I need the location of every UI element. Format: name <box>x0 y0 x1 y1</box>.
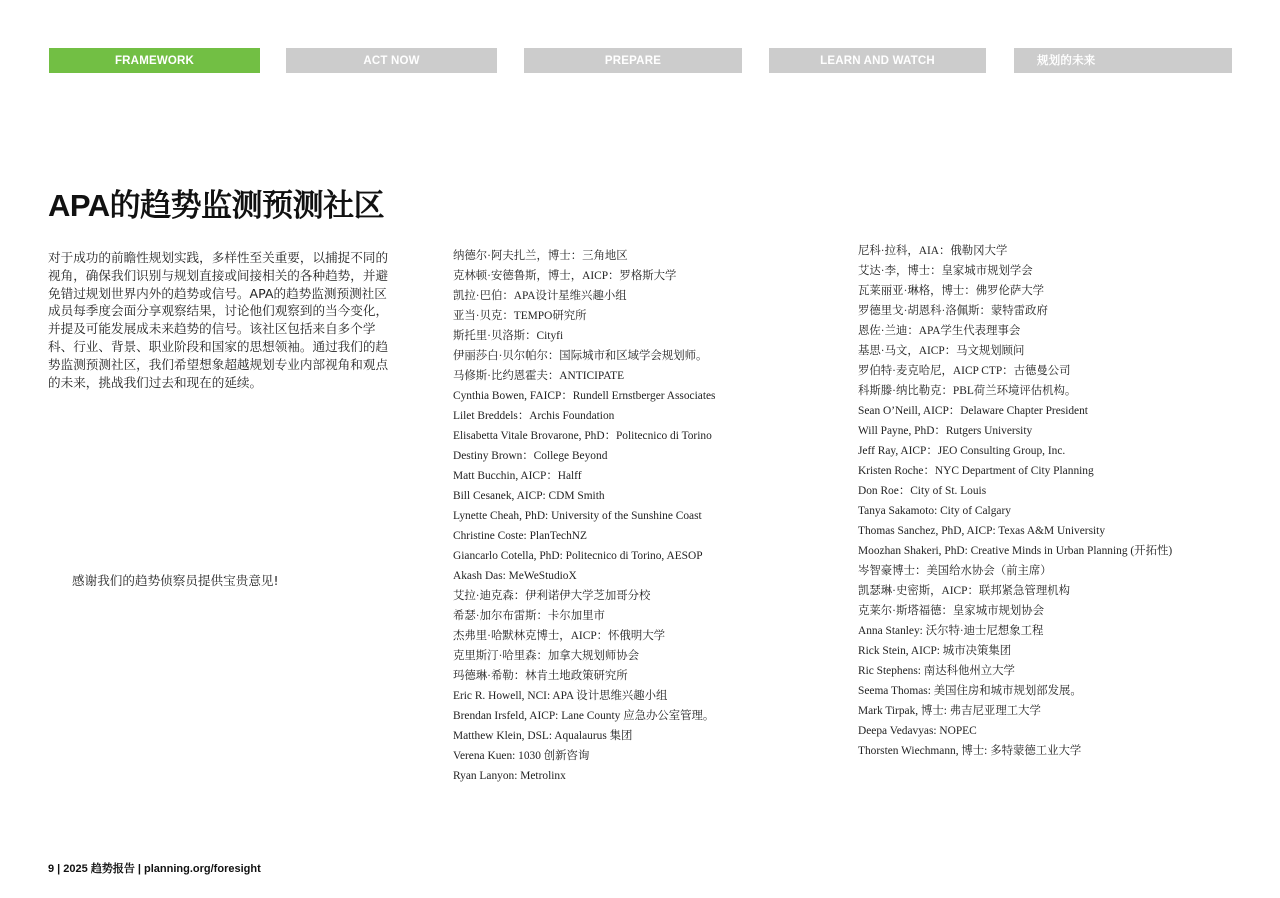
member-list-item: Cynthia Bowen, FAICP：Rundell Ernstberger Associates <box>453 390 716 402</box>
member-list-item: 基思·马文，AICP：马文规划顾问 <box>858 345 1025 357</box>
member-list-item: Verena Kuen: 1030 创新咨询 <box>453 750 590 762</box>
member-list-item: Mark Tirpak, 博士: 弗吉尼亚理工大学 <box>858 705 1041 717</box>
member-list-item: Tanya Sakamoto: City of Calgary <box>858 505 1011 517</box>
member-list-item: 瓦莱丽亚·琳格，博士：佛罗伦萨大学 <box>858 285 1045 297</box>
member-list-item: Don Roe：City of St. Louis <box>858 485 987 497</box>
tab-learn-and-watch[interactable]: LEARN AND WATCH <box>769 48 986 73</box>
member-list-item: Akash Das: MeWeStudioX <box>453 570 577 582</box>
member-list-item: Anna Stanley: 沃尔特·迪士尼想象工程 <box>858 625 1044 637</box>
member-list-item: 艾达·李，博士：皇家城市规划学会 <box>858 265 1033 277</box>
member-list-item: 克里斯汀·哈里森：加拿大规划师协会 <box>453 650 640 662</box>
tab-prepare[interactable]: PREPARE <box>524 48 742 73</box>
member-list-item: 凯瑟琳·史密斯，AICP：联邦紧急管理机构 <box>858 585 1070 597</box>
member-list-item: 纳德尔·阿夫扎兰，博士：三角地区 <box>453 250 628 262</box>
member-list-item: Ryan Lanyon: Metrolinx <box>453 770 566 782</box>
member-list-item: 玛德琳·希勒：林肯土地政策研究所 <box>453 670 628 682</box>
member-list-column-1 <box>453 249 763 789</box>
member-list-item: Matt Bucchin, AICP：Halff <box>453 470 582 482</box>
member-list-item: 亚当·贝克：TEMPO研究所 <box>453 310 587 322</box>
member-list-item: Matthew Klein, DSL: Aqualaurus 集团 <box>453 730 633 742</box>
thanks-note: 感谢我们的趋势侦察员提供宝贵意见! <box>72 573 279 588</box>
member-list-item: Giancarlo Cotella, PhD: Politecnico di Torino, AESOP <box>453 550 703 562</box>
member-list-item: Eric R. Howell, NCI: APA 设计思维兴趣小组 <box>453 690 668 702</box>
member-list-item: Elisabetta Vitale Brovarone, PhD：Politecnico di Torino <box>453 430 712 442</box>
member-list-item: 尼科·拉科，AIA：俄勒冈大学 <box>858 245 1008 257</box>
member-list-item: Thorsten Wiechmann, 博士: 多特蒙德工业大学 <box>858 745 1082 757</box>
member-list-item: 罗伯特·麦克哈尼，AICP CTP：古德曼公司 <box>858 365 1071 377</box>
member-list-item: 艾拉·迪克森：伊利诺伊大学芝加哥分校 <box>453 590 651 602</box>
member-list-item: Brendan Irsfeld, AICP: Lane County 应急办公室管理。 <box>453 710 715 722</box>
tab-framework[interactable]: FRAMEWORK <box>49 48 260 73</box>
member-list-item: Lilet Breddels：Archis Foundation <box>453 410 615 422</box>
member-list-item: 岑智豪博士：美国给水协会（前主席） <box>858 565 1052 577</box>
member-list-item: Destiny Brown：College Beyond <box>453 450 608 462</box>
member-list-item: 克莱尔·斯塔福德：皇家城市规划协会 <box>858 605 1045 617</box>
member-list-item: Will Payne, PhD：Rutgers University <box>858 425 1033 437</box>
member-list-item: Seema Thomas: 美国住房和城市规划部发展。 <box>858 685 1082 697</box>
member-list-item: 恩佐·兰迪：APA学生代表理事会 <box>858 325 1021 337</box>
member-list-item: Moozhan Shakeri, PhD: Creative Minds in Urban Planning (开拓性) <box>858 545 1173 557</box>
member-list-column-2 <box>858 244 1176 764</box>
member-list-item: 凯拉·巴伯：APA设计星维兴趣小组 <box>453 290 627 302</box>
intro-paragraph: 对于成功的前瞻性规划实践，多样性至关重要，以捕捉不同的视角，确保我们识别与规划直接或间接相关的各种趋势，并避免错过规划世界内外的趋势或信号。APA的趋势监测预测社区成员每季度会面分享观察结果，讨论他们观察到的当今变化，并提及可能发展成未来趋势的信号。该社区包括来自多个学科、行业、背景、职业阶段和国家的思想领袖。通过我们的趋势监测预测社区，我们希望想象超越规划专业内部视角和观点的未来，挑战我们过去和现在的延续。 <box>48 250 389 390</box>
member-list-item: Christine Coste: PlanTechNZ <box>453 530 587 542</box>
member-list-item: Deepa Vedavyas: NOPEC <box>858 725 977 737</box>
member-list-item: 斯托里·贝洛斯：Cityfi <box>453 330 564 342</box>
member-list-item: Jeff Ray, AICP：JEO Consulting Group, Inc. <box>858 445 1066 457</box>
tab-future-of-planning[interactable]: 规划的未来 <box>1014 48 1232 73</box>
member-list-item: Bill Cesanek, AICP: CDM Smith <box>453 490 605 502</box>
member-list-item: Thomas Sanchez, PhD, AICP: Texas A&M University <box>858 525 1106 537</box>
member-list-item: 马修斯·比约恩霍夫：ANTICIPATE <box>453 370 625 382</box>
member-list-item: 希瑟·加尔布雷斯：卡尔加里市 <box>453 610 605 622</box>
member-list-item: Lynette Cheah, PhD: University of the Sunshine Coast <box>453 510 702 522</box>
member-list-item: 罗德里戈·胡恩科·洛佩斯：蒙特雷政府 <box>858 305 1048 317</box>
member-list-item: 伊丽莎白·贝尔帕尔：国际城市和区域学会规划师。 <box>453 350 708 362</box>
page-title: APA的趋势监测预测社区 <box>48 188 385 223</box>
member-list-item: Kristen Roche：NYC Department of City Planning <box>858 465 1094 477</box>
section-tabs <box>0 48 1280 73</box>
page-footer: 9 | 2025 趋势报告 | planning.org/foresight <box>48 863 261 875</box>
tab-act-now[interactable]: ACT NOW <box>286 48 497 73</box>
member-list-item: Sean O’Neill, AICP：Delaware Chapter President <box>858 405 1088 417</box>
member-list-item: Ric Stephens: 南达科他州立大学 <box>858 665 1015 677</box>
member-list-item: 克林顿·安德鲁斯，博士，AICP：罗格斯大学 <box>453 270 677 282</box>
member-list-item: 科斯滕·纳比勒克：PBL荷兰环境评估机构。 <box>858 385 1077 397</box>
member-list-item: 杰弗里·哈默林克博士，AICP：怀俄明大学 <box>453 630 665 642</box>
member-list-item: Rick Stein, AICP: 城市决策集团 <box>858 645 1012 657</box>
